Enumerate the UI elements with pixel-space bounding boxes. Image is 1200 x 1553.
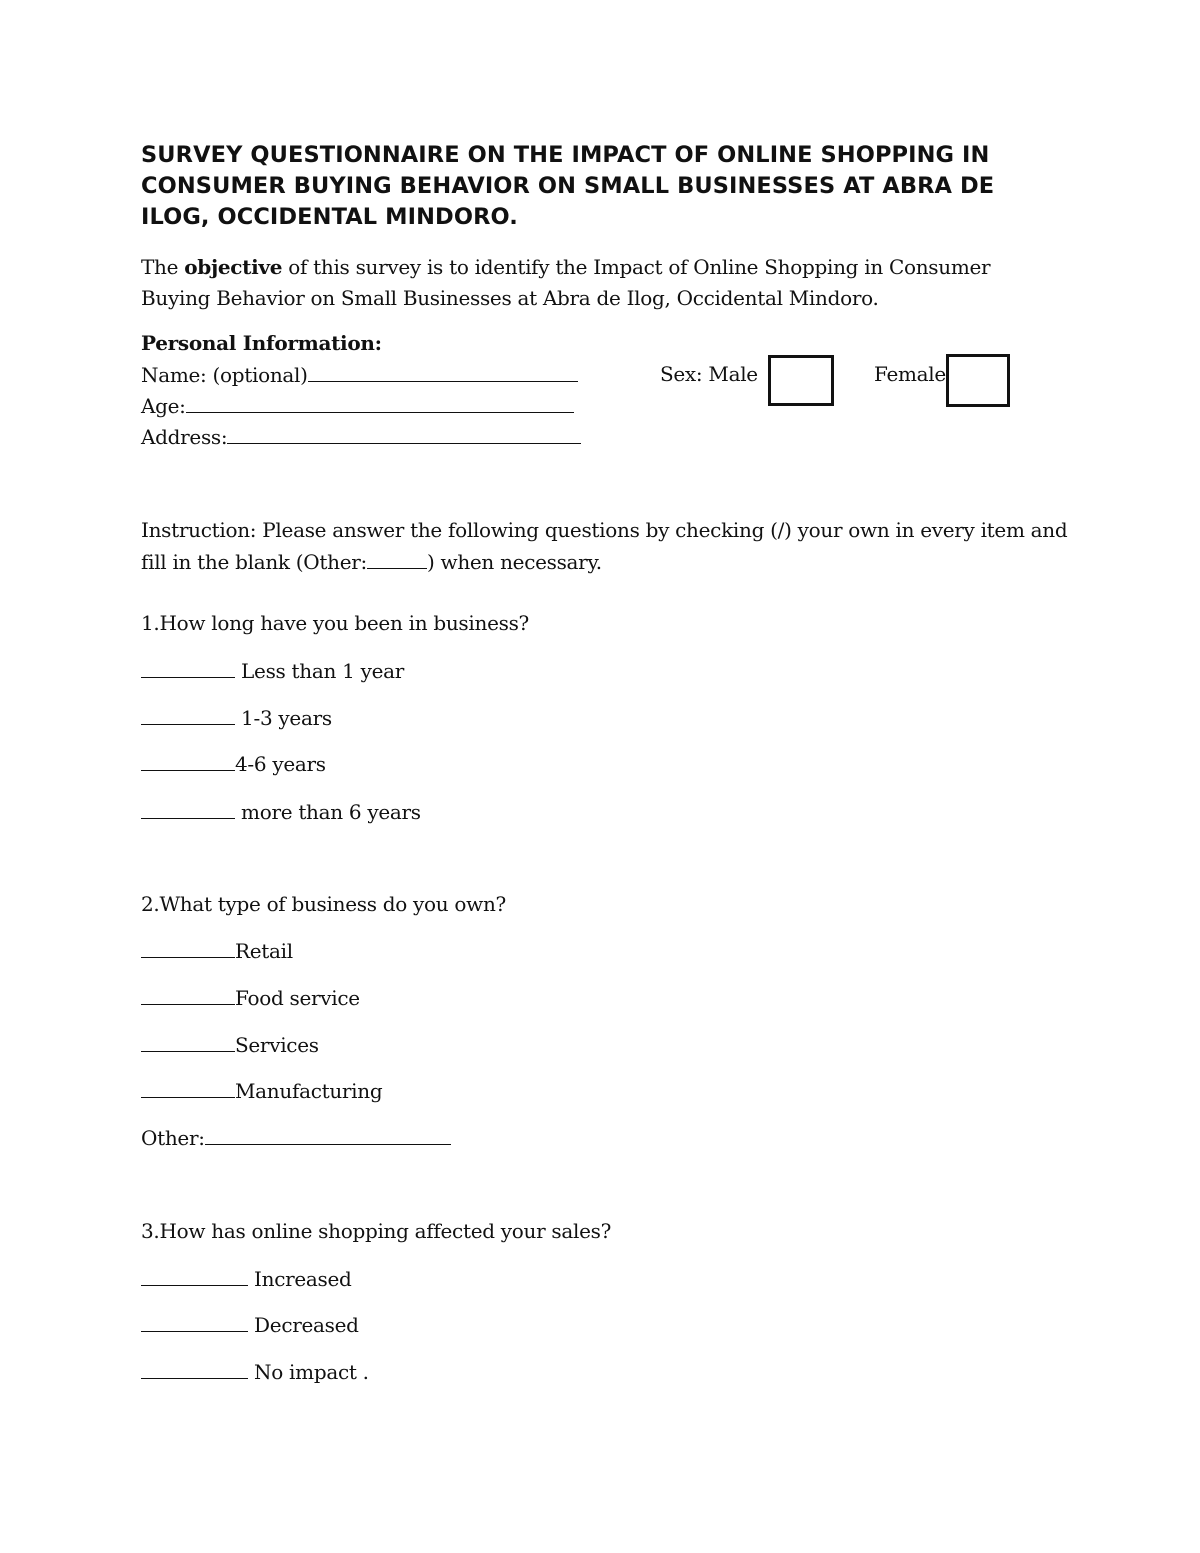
intro-emphasis: objective	[184, 255, 283, 279]
age-label: Age:	[141, 394, 186, 418]
q1-answer-blank[interactable]	[141, 655, 235, 678]
q1-option-label: more than 6 years	[235, 800, 421, 824]
q3-option-label: Decreased	[248, 1313, 359, 1337]
female-label: Female	[874, 362, 946, 386]
q2-answer-blank[interactable]	[141, 1075, 235, 1098]
survey-title: SURVEY QUESTIONNAIRE ON THE IMPACT OF ONLINE SHOPPING IN CONSUMER BUYING BEHAVIOR ON SMALL BUSINESSES AT ABRA DE ILOG, OCCIDENTAL MINDORO.	[141, 142, 995, 230]
q2-question: 2.What type of business do you own?	[141, 892, 506, 916]
q3-answer-blank[interactable]	[141, 1309, 248, 1332]
sex-male-label: Sex: Male	[660, 362, 758, 386]
instruction-line-2-prefix: fill in the blank (Other:	[141, 550, 367, 574]
q1-option-label: 1-3 years	[235, 706, 332, 730]
q2-option-row	[141, 1029, 319, 1061]
address-blank[interactable]	[227, 421, 581, 444]
q3-option-label: Increased	[248, 1267, 352, 1291]
q2-answer-blank[interactable]	[141, 1029, 235, 1052]
q3-option-row	[141, 1309, 359, 1341]
q2-option-label: Retail	[235, 939, 293, 963]
q1-option-row	[141, 655, 404, 687]
q1-option-row	[141, 702, 332, 734]
instruction-line-1: Instruction: Please answer the following questions by checking (/) your own in every item and	[141, 518, 1068, 542]
q1-answer-blank[interactable]	[141, 796, 235, 819]
q3-question: 3.How has online shopping affected your sales?	[141, 1219, 612, 1243]
q2-other-blank[interactable]	[205, 1122, 451, 1145]
q3-option-row	[141, 1263, 352, 1295]
q1-option-row	[141, 748, 326, 780]
q1-option-row	[141, 796, 421, 828]
q2-answer-blank[interactable]	[141, 982, 235, 1005]
q1-question: 1.How long have you been in business?	[141, 611, 529, 635]
q2-option-row	[141, 935, 293, 967]
q2-answer-blank[interactable]	[141, 935, 235, 958]
q2-option-label: Food service	[235, 986, 360, 1010]
age-blank[interactable]	[186, 390, 574, 413]
q2-option-row	[141, 1075, 382, 1107]
male-checkbox[interactable]	[768, 355, 834, 406]
q3-answer-blank[interactable]	[141, 1263, 248, 1286]
q2-option-label: Services	[235, 1033, 319, 1057]
name-row	[141, 359, 578, 391]
q2-other-row	[141, 1122, 451, 1154]
q1-option-label: Less than 1 year	[235, 659, 405, 683]
address-row	[141, 421, 581, 453]
female-checkbox[interactable]	[946, 354, 1010, 407]
age-row	[141, 390, 574, 422]
q2-option-label: Manufacturing	[235, 1079, 383, 1103]
q2-other-label: Other:	[141, 1126, 205, 1150]
intro-prefix: The	[141, 255, 185, 279]
q1-answer-blank[interactable]	[141, 748, 235, 771]
q2-option-row	[141, 982, 360, 1014]
address-label: Address:	[141, 425, 228, 449]
instruction-line-2	[141, 546, 602, 578]
intro-suffix: of this survey is to identify the Impact of Online Shopping in Consumer Buying Behavior on Small Businesses at Abra de Ilog, Occidental Mindoro.	[141, 255, 991, 310]
q1-option-label: 4-6 years	[235, 752, 326, 776]
personal-info-heading: Personal Information:	[141, 331, 382, 355]
q3-option-row	[141, 1356, 369, 1388]
instruction-line-2-suffix: ) when necessary.	[426, 550, 602, 574]
q3-option-label: No impact .	[248, 1360, 369, 1384]
intro-paragraph	[141, 252, 1051, 314]
name-label: Name: (optional)	[141, 363, 308, 387]
name-blank[interactable]	[308, 359, 578, 382]
q3-answer-blank[interactable]	[141, 1356, 248, 1379]
q1-answer-blank[interactable]	[141, 702, 235, 725]
instruction-example-blank	[367, 546, 427, 569]
